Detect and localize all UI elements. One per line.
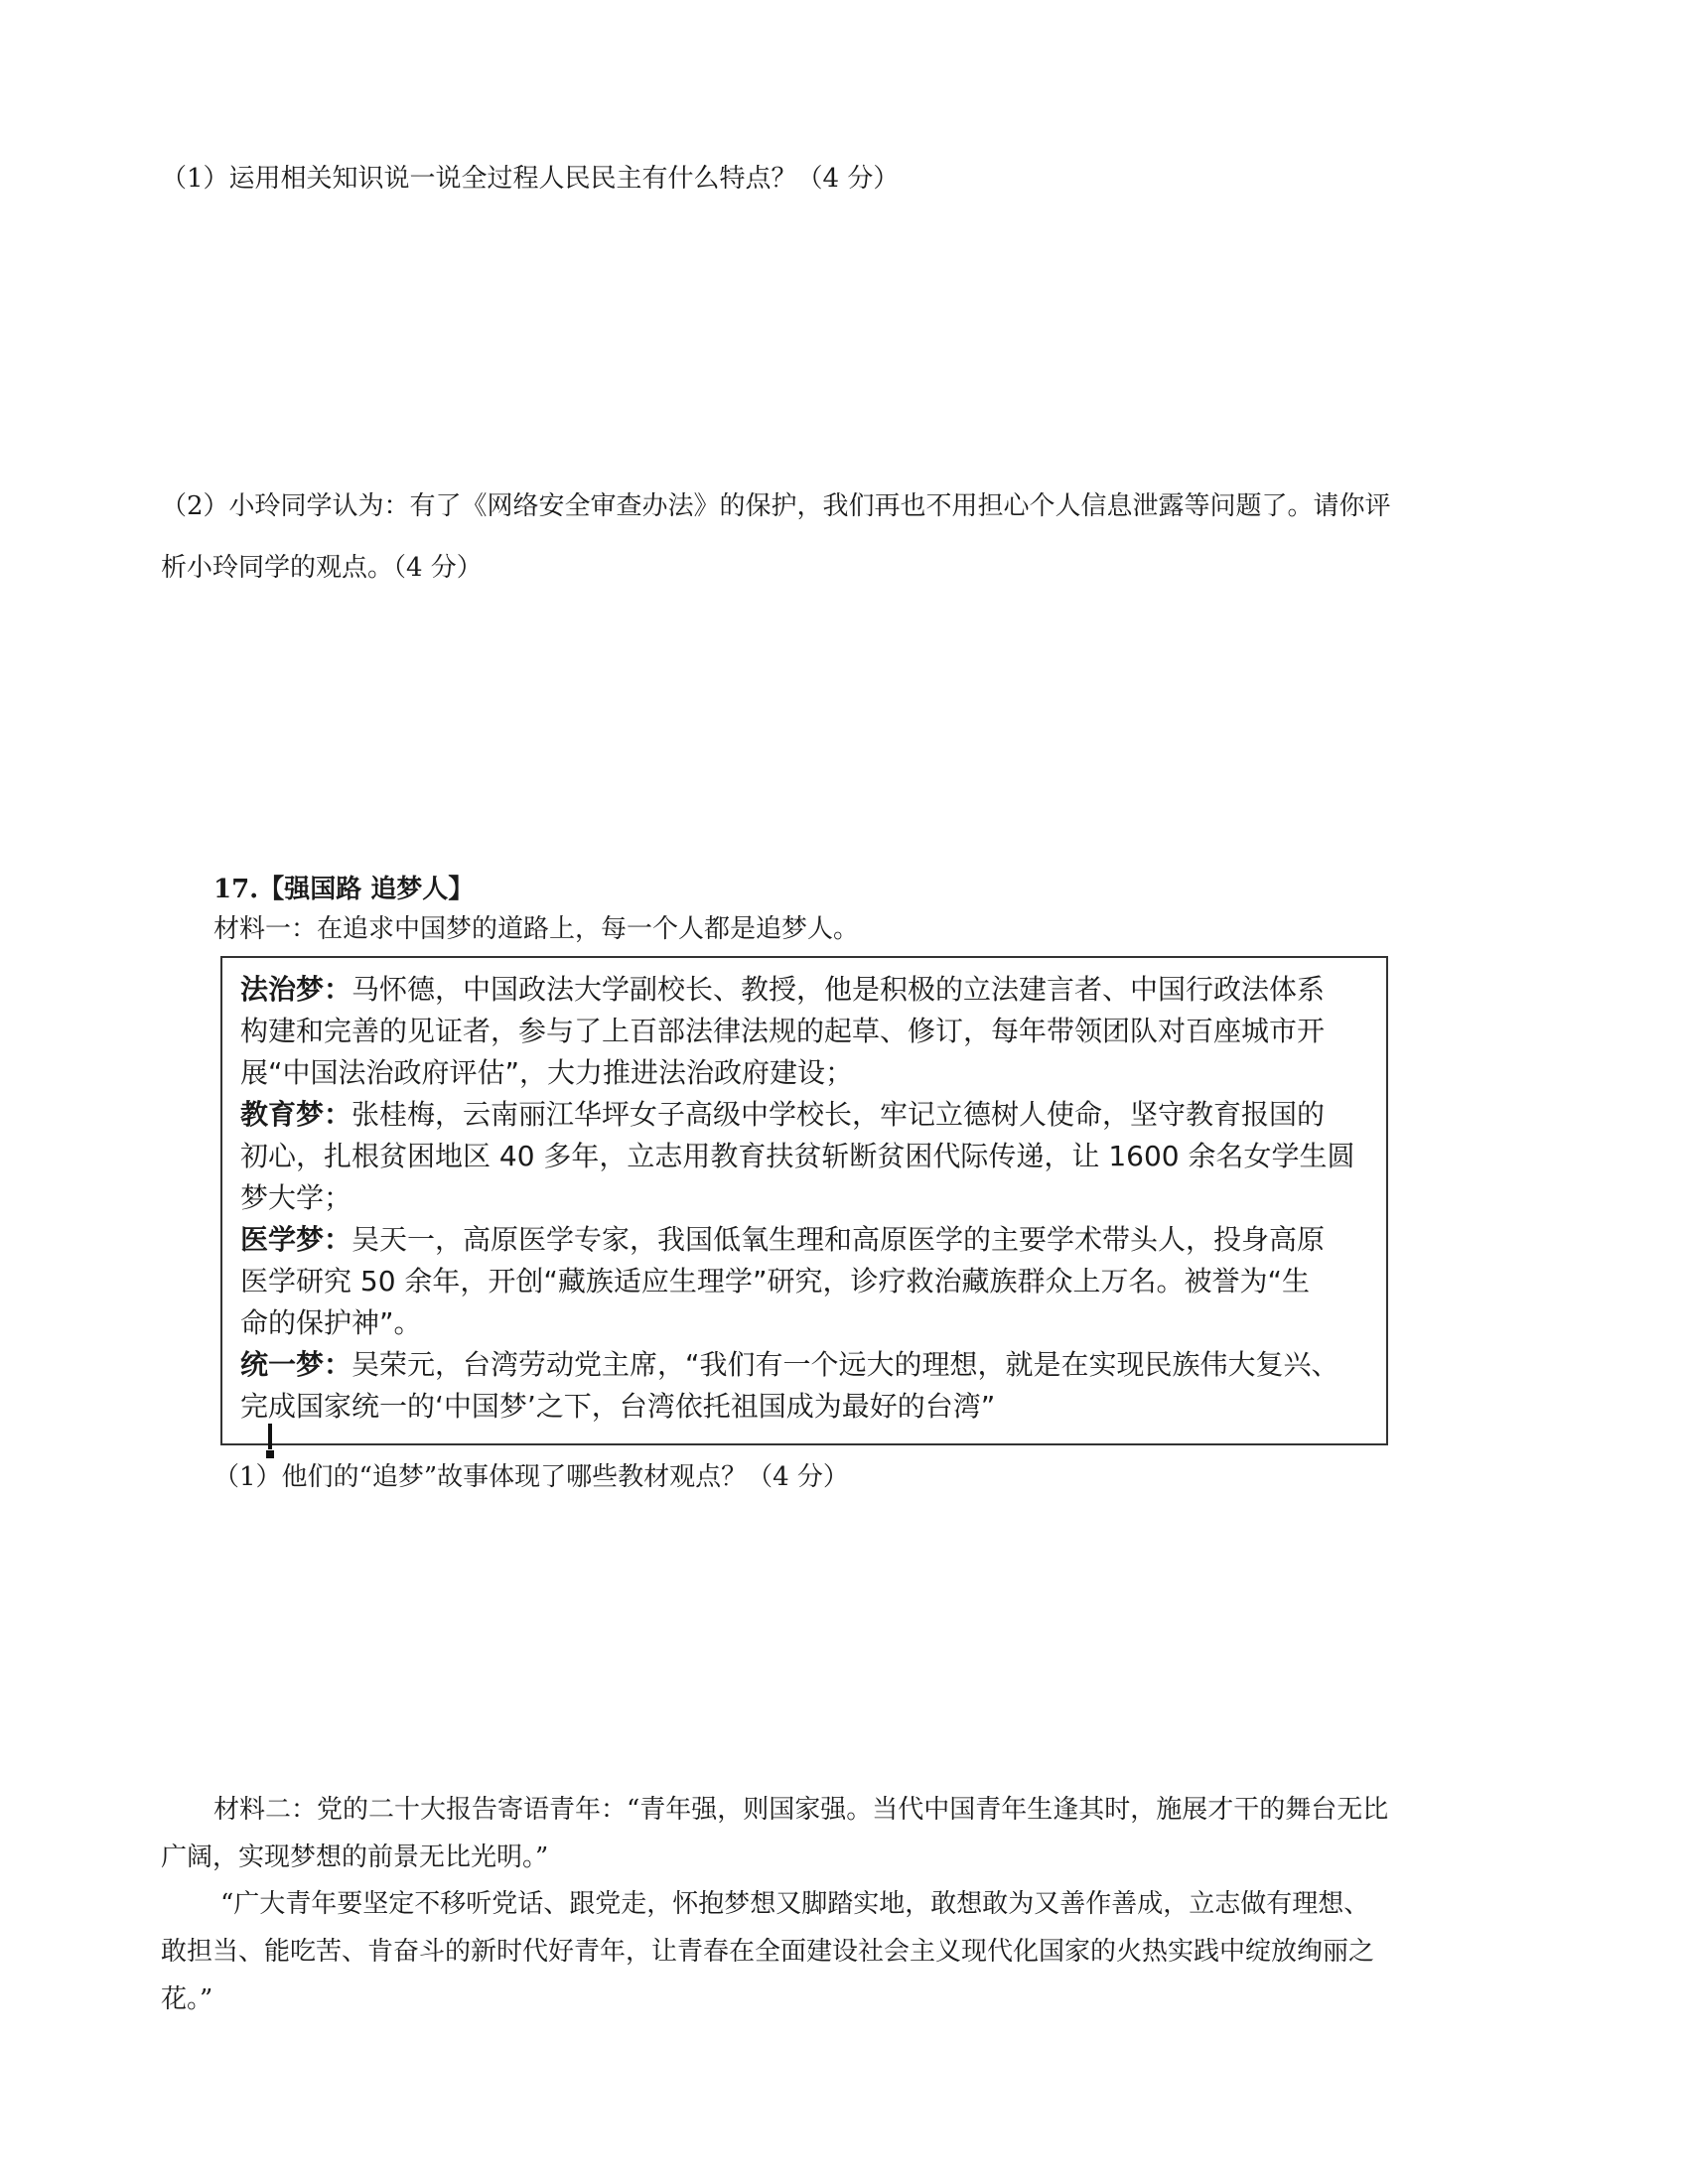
text-cursor-dot (266, 1450, 274, 1458)
uni-line1 (240, 1345, 1339, 1385)
text-cursor-mark (268, 1424, 272, 1449)
q16-sub2-line2: 析小玲同学的观点。（4 分） (161, 553, 483, 583)
edu-line1 (240, 1095, 1325, 1135)
q17-sub1: （1）他们的“追梦”故事体现了哪些教材观点？（4 分） (213, 1462, 849, 1492)
q17-material2-line3: “广大青年要坚定不移听党话、跟党走，怀抱梦想又脚踏实地，敢想敢为又善作善成，立志做有理想、 (220, 1889, 1370, 1919)
q17-title: 17.【强国路 追梦人】 (213, 875, 475, 904)
med-tag: 医学梦： (240, 1223, 352, 1256)
q17-material2-line5: 花。” (161, 1984, 213, 2014)
q17-material2-line1: 材料二：党的二十大报告寄语青年：“青年强，则国家强。当代中国青年生逢其时，施展才干的舞台无比 (213, 1795, 1389, 1825)
q17-material2-line4: 敢担当、能吃苦、肯奋斗的新时代好青年，让青春在全面建设社会主义现代化国家的火热实践中绽放绚丽之 (161, 1937, 1375, 1967)
edu-line2: 初心，扎根贫困地区 40 多年，立志用教育扶贫斩断贫困代际传递，让 1600 余名女学生圆 (240, 1140, 1355, 1172)
law-line2: 构建和完善的见证者，参与了上百部法律法规的起草、修订，每年带领团队对百座城市开 (240, 1015, 1326, 1047)
law-text1: 马怀德，中国政法大学副校长、教授，他是积极的立法建言者、中国行政法体系 (352, 973, 1326, 1006)
med-line3: 命的保护神”。 (240, 1306, 422, 1339)
law-tag: 法治梦： (240, 973, 352, 1006)
edu-tag: 教育梦： (240, 1098, 352, 1131)
q17-material2-line2: 广阔，实现梦想的前景无比光明。” (161, 1843, 549, 1872)
material-box (220, 956, 1388, 1445)
law-line3: 展“中国法治政府评估”，大力推进法治政府建设； (240, 1056, 854, 1089)
q17-material1-intro: 材料一：在追求中国梦的道路上，每一个人都是追梦人。 (213, 914, 860, 944)
law-line1 (240, 970, 1325, 1010)
uni-text1: 吴荣元，台湾劳动党主席，“我们有一个远大的理想，就是在实现民族伟大复兴、 (352, 1348, 1339, 1381)
uni-tag: 统一梦： (240, 1348, 352, 1381)
med-line1 (240, 1220, 1325, 1260)
med-text1: 吴天一，高原医学专家，我国低氧生理和高原医学的主要学术带头人，投身高原 (352, 1223, 1326, 1256)
q16-sub2-line1: （2）小玲同学认为：有了《网络安全审查办法》的保护，我们再也不用担心个人信息泄露等问题了。请你评 (161, 491, 1391, 521)
med-line2: 医学研究 50 余年，开创“藏族适应生理学”研究，诊疗救治藏族群众上万名。被誉为“生 (240, 1265, 1310, 1297)
edu-line3: 梦大学； (240, 1181, 352, 1214)
q16-sub1: （1）运用相关知识说一说全过程人民民主有什么特点？（4 分） (161, 164, 900, 194)
uni-line2: 完成国家统一的‘中国梦’之下，台湾依托祖国成为最好的台湾” (240, 1390, 996, 1423)
edu-text1: 张桂梅，云南丽江华坪女子高级中学校长，牢记立德树人使命，坚守教育报国的 (352, 1098, 1326, 1131)
